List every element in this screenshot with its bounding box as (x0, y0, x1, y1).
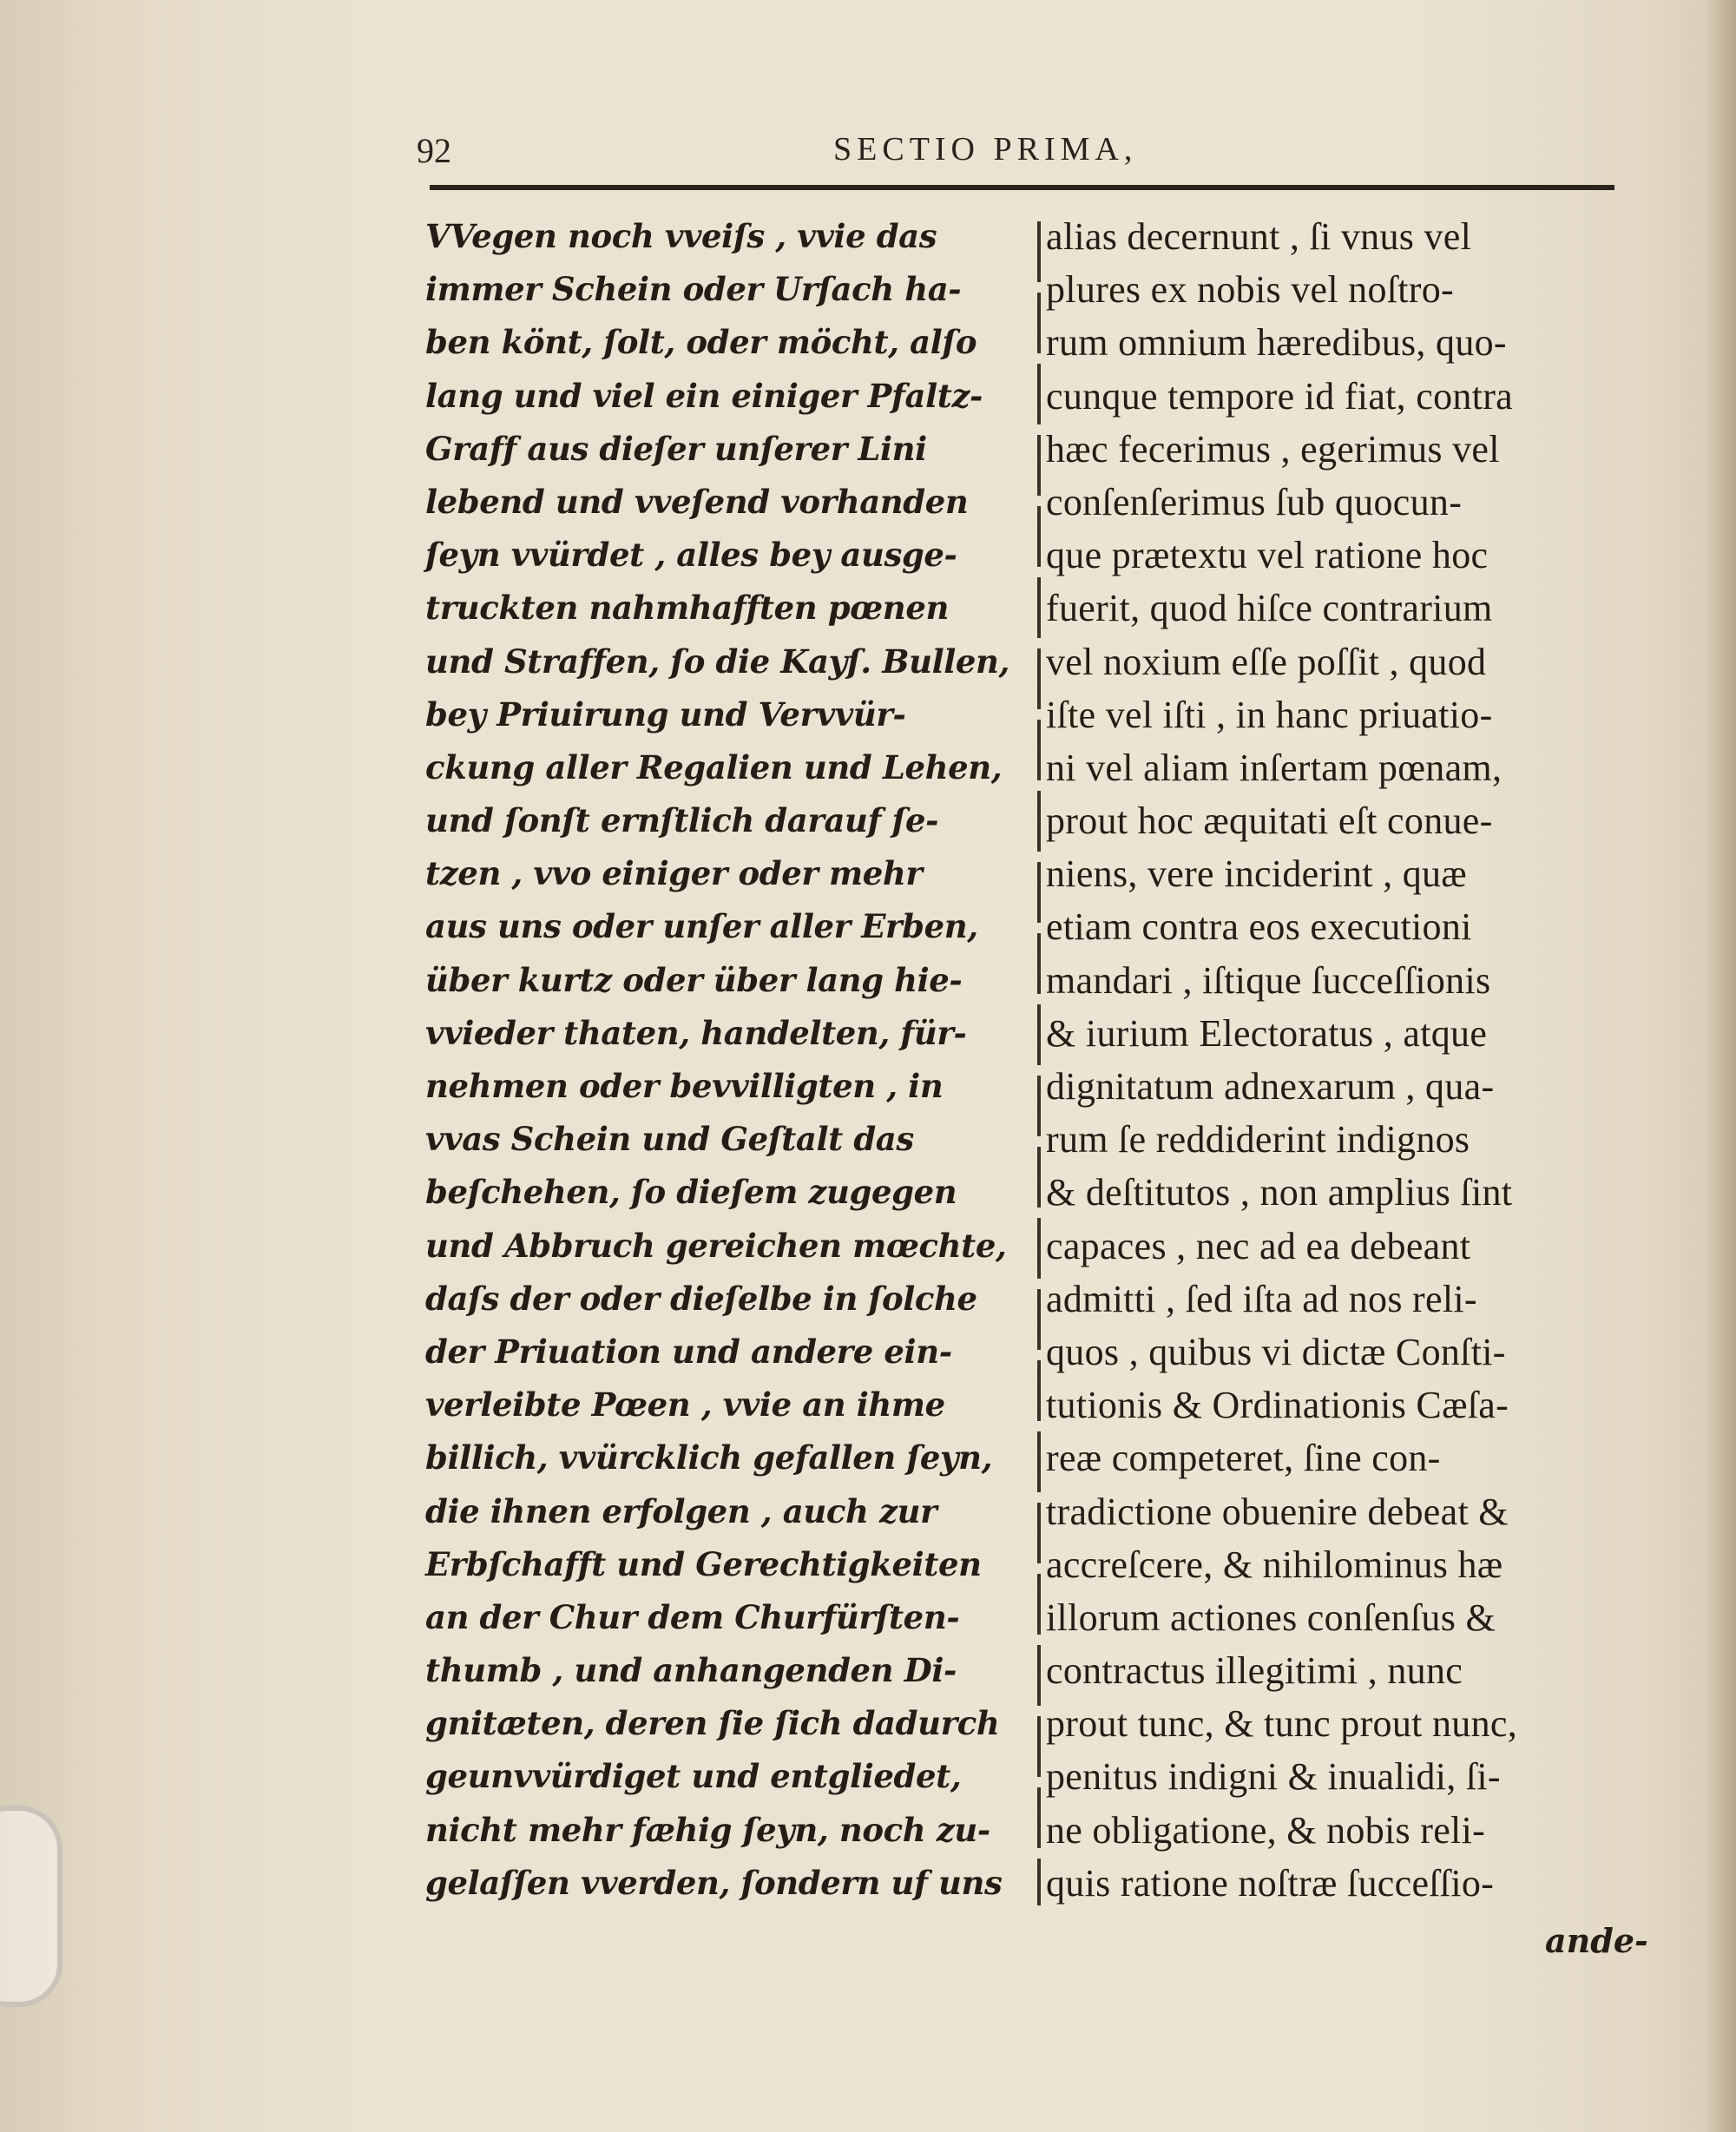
german-text-line: Erbſchafft und Gerechtigkeiten (425, 1544, 982, 1583)
running-head (417, 130, 1614, 182)
latin-text-line: ne obligatione, & nobis reli- (1046, 1808, 1486, 1852)
latin-text-line: admitti , ſed iſta ad nos reli- (1046, 1277, 1477, 1320)
latin-text-line: dignitatum adnexarum , qua- (1046, 1065, 1495, 1108)
latin-text-line: capaces , nec ad ea debeant (1046, 1224, 1471, 1267)
section-title: SECTIO PRIMA, (833, 131, 1138, 168)
latin-text-line: vel noxium eſſe poſſit , quod (1046, 640, 1487, 683)
latin-text-line: que prætextu vel ratione hoc (1046, 534, 1489, 577)
german-text-line: aus uns oder unſer aller Erben, (425, 907, 978, 946)
german-text-line: und ſonſt ernſtlich darauf ſe- (425, 801, 939, 840)
german-text-line: nehmen oder bevvilligten , in (425, 1067, 944, 1105)
german-text-line: vvieder thaten, handelten, für- (425, 1013, 967, 1052)
paper-clip (0, 1806, 62, 2007)
latin-text-line: quos , quibus vi dictæ Conſti- (1046, 1330, 1506, 1373)
german-text-line: verleibte Pœen , vvie an ihme (425, 1385, 945, 1425)
german-text-line: nicht mehr fæhig ſeyn, noch zu- (425, 1810, 990, 1849)
german-text-line: die ihnen erfolgen , auch zur (425, 1491, 937, 1530)
german-text-line: VVegen noch vveiſs , vvie das (425, 217, 937, 255)
german-text-line: daſs der oder dieſelbe in ſolche (425, 1279, 977, 1318)
latin-text-column (1046, 210, 1645, 1910)
latin-text-line: fuerit, quod hiſce contrarium (1046, 587, 1493, 630)
german-text-line: gelaſſen vverden, ſondern uf uns (425, 1863, 1003, 1902)
german-text-line: geunvvürdiget und entgliedet, (425, 1757, 962, 1796)
german-text-line: ckung aller Regalien und Lehen, (425, 747, 1003, 786)
german-text-line: immer Schein oder Urſach ha- (425, 270, 962, 309)
german-text-line: gnitæten, deren ſie ſich dadurch (425, 1704, 1000, 1743)
german-text-line: thumb , und anhangenden Di- (425, 1651, 957, 1690)
latin-text-line: tradictione obuenire debeat & (1046, 1490, 1509, 1533)
german-text-line: Graff aus dieſer unſerer Lini (425, 429, 927, 468)
header-rule (430, 185, 1614, 190)
german-text-line: und Straffen, ſo die Kayſ. Bullen, (425, 642, 1010, 681)
latin-text-line: prout hoc æquitati eſt conue- (1046, 800, 1493, 843)
german-text-line: lebend und vveſend vorhanden (425, 482, 969, 521)
latin-text-line: reæ competeret, ſine con- (1046, 1437, 1441, 1480)
page-number: 92 (417, 131, 451, 170)
latin-text-line: penitus indigni & inualidi, ſi- (1046, 1755, 1501, 1799)
latin-text-line: illorum actiones conſenſus & (1046, 1596, 1496, 1639)
german-text-line: über kurtz oder über lang hie- (425, 960, 963, 999)
page-gutter-shadow (1706, 0, 1736, 2132)
latin-text-line: quis ratione noſtræ ſucceſſio- (1046, 1861, 1495, 1905)
column-divider (1037, 221, 1041, 1905)
german-text-line: billich, vvürcklich gefallen ſeyn, (425, 1438, 993, 1477)
latin-text-line: ni vel aliam inſertam pœnam, (1046, 746, 1503, 789)
latin-text-line: prout tunc, & tunc prout nunc, (1046, 1702, 1518, 1746)
latin-text-line: tutionis & Ordinationis Cæſa- (1046, 1384, 1509, 1427)
german-text-line: truckten nahmhafften pœnen (425, 589, 949, 628)
latin-text-line: & iurium Electoratus , atque (1046, 1011, 1488, 1055)
german-text-column (425, 210, 1033, 1910)
latin-text-line: plures ex nobis vel noſtro- (1046, 268, 1455, 312)
german-text-line: ſeyn vvürdet , alles bey ausge- (425, 536, 957, 575)
latin-text-line: niens, vere inciderint , quæ (1046, 852, 1467, 896)
latin-text-line: iſte vel iſti , in hanc priuatio- (1046, 693, 1493, 736)
latin-text-line: conſenſerimus ſub quocun- (1046, 480, 1463, 523)
german-text-line: bey Priuirung und Vervvür- (425, 694, 906, 734)
latin-text-line: & deſtitutos , non amplius ſint (1046, 1171, 1513, 1214)
latin-text-line: hæc fecerimus , egerimus vel (1046, 427, 1500, 470)
latin-text-line: rum omnium hæredibus, quo- (1046, 321, 1507, 365)
latin-text-line: mandari , iſtique ſucceſſionis (1046, 958, 1491, 1002)
german-text-line: an der Chur dem Churfürſten- (425, 1597, 960, 1636)
latin-text-line: alias decernunt , ſi vnus vel (1046, 215, 1472, 258)
german-text-line: beſchehen, ſo dieſem zugegen (425, 1173, 957, 1212)
german-text-line: der Priuation und andere ein- (425, 1332, 952, 1371)
german-text-line: und Abbruch gereichen mœchte, (425, 1226, 1007, 1265)
catchword: ande- (1545, 1921, 1648, 1960)
latin-text-line: accreſcere, & nihilominus hæ (1046, 1543, 1503, 1586)
latin-text-line: rum ſe reddiderint indignos (1046, 1118, 1470, 1161)
german-text-line: vvas Schein und Geſtalt das (425, 1120, 914, 1159)
german-text-line: ben könt, ſolt, oder möcht, alſo (425, 323, 977, 362)
latin-text-line: etiam contra eos executioni (1046, 905, 1472, 949)
german-text-line: lang und viel ein einiger Pfaltz- (425, 376, 983, 415)
latin-text-line: contractus illegitimi , nunc (1046, 1649, 1463, 1693)
latin-text-line: cunque tempore id fiat, contra (1046, 374, 1514, 418)
german-text-line: tzen , vvo einiger oder mehr (425, 854, 923, 893)
